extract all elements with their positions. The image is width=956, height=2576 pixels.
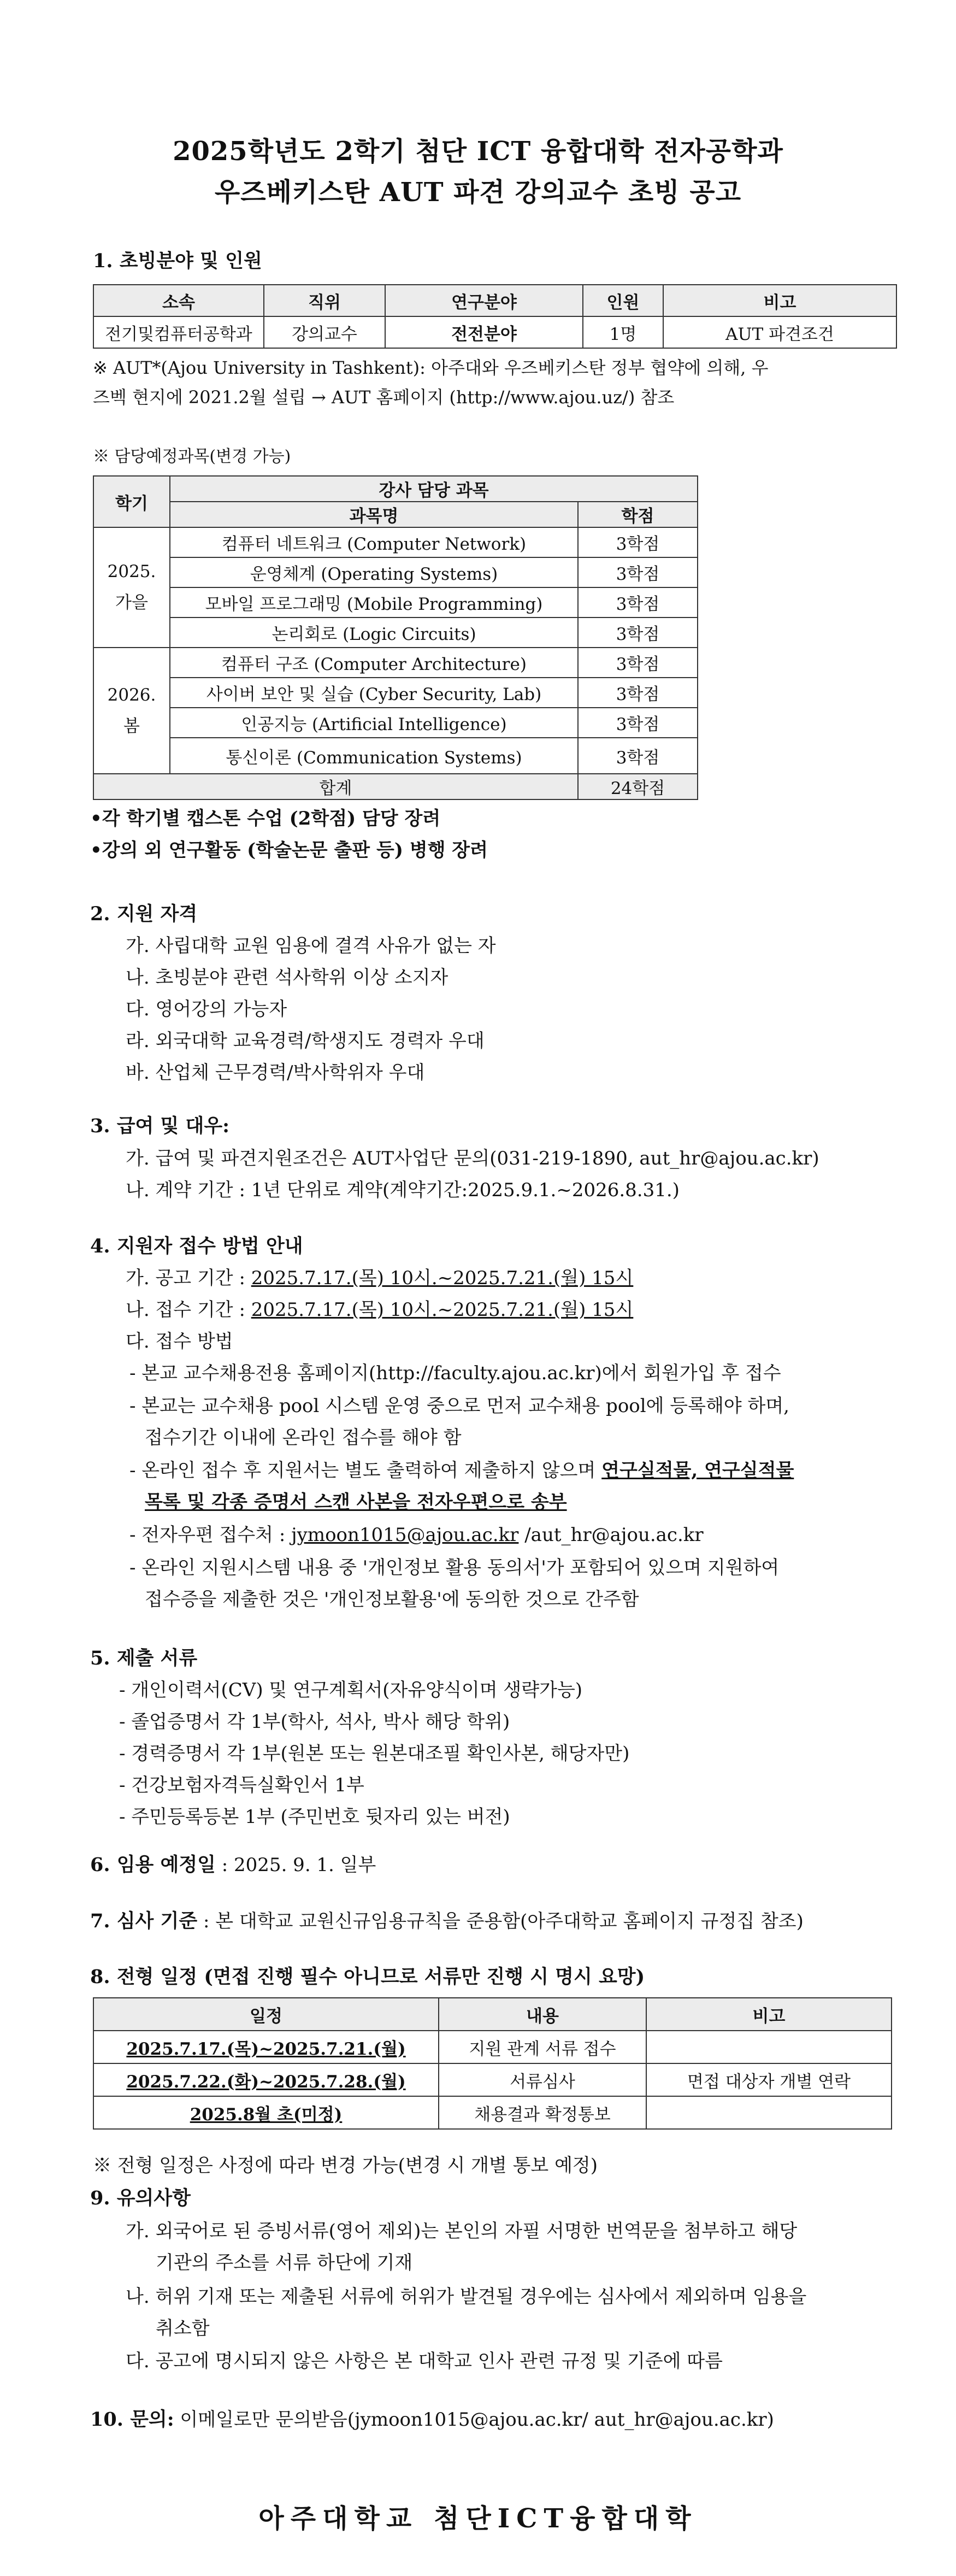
schedule-note: 면접 대상자 개별 연락 bbox=[646, 2063, 892, 2096]
contract-item: 나. 계약 기간 : 1년 단위로 계약(계약기간:2025.9.1.~2026.8.31.) bbox=[126, 1179, 680, 1201]
document-item: - 개인이력서(CV) 및 연구계획서(자유양식이며 생략가능) bbox=[119, 1679, 583, 1701]
document-item: - 건강보험자격득실확인서 1부 bbox=[119, 1774, 364, 1796]
aut-note-line1: ※ AUT*(Ajou University in Tashkent): 아주대와 우즈베키스탄 정부 협약에 의해, 우 bbox=[93, 357, 769, 378]
schedule-date: 2025.7.17.(목)~2025.7.21.(월) bbox=[93, 2031, 439, 2063]
method-emphasis: 연구실적물, 연구실적물 bbox=[601, 1460, 794, 1481]
cell-position: 강의교수 bbox=[264, 316, 385, 348]
semester-spring-2026: 2026. 봄 bbox=[93, 648, 170, 774]
cell-affiliation: 전기및컴퓨터공학과 bbox=[93, 316, 264, 348]
qualification-item: 나. 초빙분야 관련 석사학위 이상 소지자 bbox=[126, 967, 449, 989]
recruitment-table bbox=[93, 284, 897, 349]
col-position: 직위 bbox=[264, 285, 385, 316]
review-criteria-value: : 본 대학교 교원신규임용규칙을 준용함(아주대학교 홈페이지 규정집 참조) bbox=[197, 1910, 804, 1932]
application-method-label: 다. 접수 방법 bbox=[126, 1331, 233, 1352]
course-name: 사이버 보안 및 실습 (Cyber Security, Lab) bbox=[170, 678, 578, 708]
course-credit: 3학점 bbox=[578, 527, 698, 557]
page-title-line1: 2025학년도 2학기 첨단 ICT 융합대학 전자공학과 bbox=[173, 136, 783, 167]
schedule-note-text: ※ 전형 일정은 사정에 따라 변경 가능(변경 시 개별 통보 예정) bbox=[93, 2155, 598, 2177]
schedule-content: 서류심사 bbox=[439, 2063, 646, 2096]
section-8-heading: 8. 전형 일정 (면접 진행 필수 아니므로 서류만 진행 시 명시 요망) bbox=[90, 1966, 645, 1988]
section-9-heading: 9. 유의사항 bbox=[90, 2187, 191, 2209]
appointment-date-value: : 2025. 9. 1. 일부 bbox=[215, 1854, 376, 1876]
col-course-group: 강사 담당 과목 bbox=[170, 476, 698, 502]
aut-note-line2: 즈벡 현지에 2021.2월 설립 → AUT 홈페이지 (http://www.ajou.uz/) 참조 bbox=[93, 387, 675, 408]
inquiry bbox=[90, 2404, 774, 2432]
caution-item: 나. 허위 기재 또는 제출된 서류에 허위가 발견될 경우에는 심사에서 제외하며 임용을 bbox=[126, 2286, 807, 2308]
course-credit: 3학점 bbox=[578, 587, 698, 617]
notice-period-label: 가. 공고 기간 : bbox=[126, 1267, 251, 1289]
document-item: - 졸업증명서 각 1부(학사, 석사, 박사 해당 학위) bbox=[119, 1711, 510, 1733]
document-item: - 주민등록등본 1부 (주민번호 뒷자리 있는 버전) bbox=[119, 1806, 510, 1828]
caution-item: 다. 공고에 명시되지 않은 사항은 본 대학교 인사 관련 규정 및 기준에 따름 bbox=[126, 2350, 723, 2372]
course-credit: 3학점 bbox=[578, 617, 698, 648]
email-link[interactable]: jymoon1015@ajou.ac.kr bbox=[291, 1524, 519, 1546]
section-2-heading: 2. 지원 자격 bbox=[90, 903, 198, 925]
caution-item-cont: 기관의 주소를 서류 하단에 기재 bbox=[156, 2252, 413, 2274]
schedule-table bbox=[93, 1997, 892, 2130]
issuer-footer: 아주대학교 첨단ICT융합대학 bbox=[258, 2503, 698, 2534]
page-title-line2: 우즈베키스탄 AUT 파견 강의교수 초빙 공고 bbox=[214, 177, 742, 208]
review-criteria bbox=[90, 1906, 804, 1933]
method-emphasis-cont: 목록 및 각종 증명서 스캔 사본을 전자우편으로 송부 bbox=[145, 1491, 567, 1513]
col-field: 연구분야 bbox=[385, 285, 583, 316]
course-credit: 3학점 bbox=[578, 708, 698, 738]
method-item: - 본교는 교수채용 pool 시스템 운영 중으로 먼저 교수채용 pool에 등록해야 하며, bbox=[129, 1395, 789, 1417]
cell-field: 전전분야 bbox=[385, 316, 583, 348]
appointment-date-label: 6. 임용 예정일 bbox=[90, 1854, 216, 1876]
qualification-item: 다. 영어강의 가능자 bbox=[126, 998, 287, 1020]
application-period-label: 나. 접수 기간 : bbox=[126, 1299, 251, 1321]
inquiry-label: 10. 문의: bbox=[90, 2408, 174, 2431]
course-credit: 3학점 bbox=[578, 648, 698, 678]
method-item bbox=[129, 1455, 794, 1482]
notice-period bbox=[126, 1263, 633, 1290]
email-label: - 전자우편 접수처 : bbox=[129, 1524, 292, 1546]
qualification-item: 바. 산업체 근무경력/박사학위자 우대 bbox=[126, 1062, 425, 1084]
section-1-heading: 1. 초빙분야 및 인원 bbox=[93, 250, 262, 272]
email-contact bbox=[129, 1520, 704, 1546]
qualification-item: 가. 사립대학 교원 임용에 결격 사유가 없는 자 bbox=[126, 935, 496, 957]
courses-table bbox=[93, 475, 698, 800]
courses-caption: ※ 담당예정과목(변경 가능) bbox=[93, 447, 291, 466]
application-period-value: 2025.7.17.(목) 10시.~2025.7.21.(월) 15시 bbox=[251, 1299, 634, 1321]
notice-period-value: 2025.7.17.(목) 10시.~2025.7.21.(월) 15시 bbox=[251, 1267, 634, 1289]
section-4-heading: 4. 지원자 접수 방법 안내 bbox=[90, 1235, 303, 1257]
schedule-content: 지원 관계 서류 접수 bbox=[439, 2031, 646, 2063]
total-value: 24학점 bbox=[578, 774, 698, 799]
salary-item: 가. 급여 및 파견지원조건은 AUT사업단 문의(031-219-1890, aut_hr@ajou.ac.kr) bbox=[126, 1148, 819, 1169]
cell-remark: AUT 파견조건 bbox=[663, 316, 896, 348]
col-note: 비고 bbox=[646, 1998, 892, 2031]
method-item: - 본교 교수채용전용 홈페이지(http://faculty.ajou.ac.kr)에서 회원가입 후 접수 bbox=[129, 1362, 781, 1384]
col-remark: 비고 bbox=[663, 285, 896, 316]
cell-count: 1명 bbox=[583, 316, 663, 348]
caution-item: 가. 외국어로 된 증빙서류(영어 제외)는 본인의 자필 서명한 번역문을 첨부하고 해당 bbox=[126, 2220, 798, 2242]
caution-item-cont: 취소함 bbox=[156, 2318, 210, 2339]
course-credit: 3학점 bbox=[578, 557, 698, 587]
schedule-date: 2025.7.22.(화)~2025.7.28.(월) bbox=[93, 2063, 439, 2096]
course-name: 운영체계 (Operating Systems) bbox=[170, 557, 578, 587]
total-label: 합계 bbox=[93, 774, 578, 799]
course-name: 컴퓨터 네트워크 (Computer Network) bbox=[170, 527, 578, 557]
qualification-item: 라. 외국대학 교육경력/학생지도 경력자 우대 bbox=[126, 1030, 485, 1052]
col-affiliation: 소속 bbox=[93, 285, 264, 316]
col-schedule: 일정 bbox=[93, 1998, 439, 2031]
course-name: 모바일 프로그래밍 (Mobile Programming) bbox=[170, 587, 578, 617]
research-bullet: •강의 외 연구활동 (학술논문 출판 등) 병행 장려 bbox=[90, 839, 488, 861]
method-item-cont: 접수기간 이내에 온라인 접수를 해야 함 bbox=[145, 1427, 462, 1449]
application-period bbox=[126, 1295, 633, 1321]
schedule-note bbox=[646, 2096, 892, 2129]
course-credit: 3학점 bbox=[578, 738, 698, 774]
col-credit: 학점 bbox=[578, 502, 698, 527]
semester-fall-2025: 2025. 가을 bbox=[93, 527, 170, 648]
capstone-bullet: •각 학기별 캡스톤 수업 (2학점) 담당 장려 bbox=[90, 808, 441, 830]
col-semester: 학기 bbox=[93, 476, 170, 527]
email-secondary: /aut_hr@ajou.ac.kr bbox=[518, 1524, 704, 1546]
method-item-cont: 접수증을 제출한 것은 '개인정보활용'에 동의한 것으로 간주함 bbox=[145, 1589, 639, 1610]
schedule-note bbox=[646, 2031, 892, 2063]
col-content: 내용 bbox=[439, 1998, 646, 2031]
appointment-date bbox=[90, 1850, 376, 1877]
section-3-heading: 3. 급여 및 대우: bbox=[90, 1115, 230, 1137]
schedule-content: 채용결과 확정통보 bbox=[439, 2096, 646, 2129]
method-item: - 온라인 지원시스템 내용 중 '개인정보 활용 동의서'가 포함되어 있으며 지원하여 bbox=[129, 1557, 780, 1579]
section-5-heading: 5. 제출 서류 bbox=[90, 1647, 198, 1669]
inquiry-value: 이메일로만 문의받음(jymoon1015@ajou.ac.kr/ aut_hr@ajou.ac.kr) bbox=[174, 2409, 774, 2431]
method-text: - 온라인 접수 후 지원서는 별도 출력하여 제출하지 않으며 bbox=[129, 1460, 602, 1481]
col-course-name: 과목명 bbox=[170, 502, 578, 527]
schedule-date: 2025.8월 초(미정) bbox=[93, 2096, 439, 2129]
col-count: 인원 bbox=[583, 285, 663, 316]
course-credit: 3학점 bbox=[578, 678, 698, 708]
course-name: 컴퓨터 구조 (Computer Architecture) bbox=[170, 648, 578, 678]
document-item: - 경력증명서 각 1부(원본 또는 원본대조필 확인사본, 해당자만) bbox=[119, 1743, 630, 1765]
course-name: 인공지능 (Artificial Intelligence) bbox=[170, 708, 578, 738]
course-name: 논리회로 (Logic Circuits) bbox=[170, 617, 578, 648]
course-name: 통신이론 (Communication Systems) bbox=[170, 738, 578, 774]
review-criteria-label: 7. 심사 기준 bbox=[90, 1910, 198, 1932]
